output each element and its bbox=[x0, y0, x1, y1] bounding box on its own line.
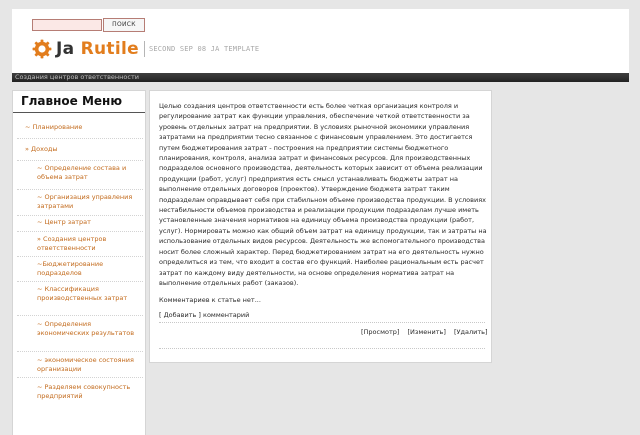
gear-logo-icon bbox=[32, 39, 52, 59]
sidebar-item-label: ~ Организация управления затратами bbox=[37, 193, 133, 210]
sidebar-item-planning[interactable] bbox=[17, 115, 143, 139]
comment-label[interactable]: комментарий bbox=[203, 311, 250, 319]
sidebar-item-cost-management[interactable] bbox=[17, 190, 143, 216]
divider bbox=[159, 322, 485, 323]
header bbox=[12, 9, 629, 73]
sidebar-item-cost-classification[interactable] bbox=[17, 282, 143, 316]
divider bbox=[159, 348, 485, 349]
pathway-bar bbox=[12, 73, 629, 82]
sidebar-title-bar bbox=[13, 91, 145, 113]
article-body: Целью создания центров ответственности есть более четкая организация контроля и регулирование затрат как функции управления, обеспечение четкой ответственности за уровень отдельных затрат на предприятии. В условиях рыночной экономики управления затратами на предприятии тесно связанное с финансовым управлением. Это достигается путем бюджетирования затрат - построения на предприятии системы бюджетного планирования, контроля, анализа затрат и финансовых ресурсов. Для производственных подразделов основного производства, деятельность которых зависит от объема реализации продукции (работ, услуг) предприятия есть смысл устанавливать бюджеты затрат на выполнение отдельных договоров (проектов). Утверждение бюджета затрат таким подразделам оправдывает себя при стабильном объеме производства продукции. В условиях нестабильности объемов производства и реализации продукции подразделам лучше иметь установленные значения нормативов на единицу объема производства продукции (работ, услуг). Нормировать можно как общий объем затрат на единицу продукции, так и затраты на использование отдельных видов ресурсов. Деятельность же вспомогательного производства носит более сложный характер. Перед бюджетированием затрат на его деятельность нужно определиться из тем, что входит в состав его функций. Наиболее рациональным есть расчет затрат по каждому виду деятельности, на основе определения норматива затрат на выполнение отдельных работ (заказов). bbox=[159, 102, 487, 287]
sidebar-item-label: ~ Планирование bbox=[25, 123, 83, 131]
search-button[interactable]: ПОИСК bbox=[103, 18, 145, 32]
delete-link[interactable]: [Удалить] bbox=[453, 328, 488, 336]
comment-links bbox=[159, 311, 249, 319]
sidebar-item-label: ~ экономическое состояния организации bbox=[37, 356, 134, 373]
sidebar-item-enterprises[interactable] bbox=[17, 378, 143, 416]
sidebar-item-label: ~ Разделяем совокупность предприятий bbox=[37, 383, 131, 400]
logo-ja: Ja bbox=[56, 39, 75, 59]
sidebar-item-cost-composition[interactable] bbox=[17, 161, 143, 190]
sidebar-item-cost-center[interactable] bbox=[17, 216, 143, 232]
sidebar-item-economic-results[interactable] bbox=[17, 316, 143, 352]
sidebar-item-label: ~ Классификация производственных затрат bbox=[37, 285, 128, 302]
comments-info: Комментариев к статье нет... bbox=[159, 296, 261, 304]
view-link[interactable]: [Просмотр] bbox=[361, 328, 400, 336]
sidebar-item-label: ~ Центр затрат bbox=[37, 218, 91, 226]
edit-link[interactable]: [Изменить] bbox=[407, 328, 446, 336]
sidebar-item-label: ~Бюджетирование подразделов bbox=[37, 260, 104, 277]
sidebar-item-label: » Доходы bbox=[25, 145, 58, 153]
article-actions bbox=[355, 328, 488, 336]
logo-text bbox=[56, 39, 139, 59]
pathway-current[interactable]: Создания центров ответственности bbox=[15, 73, 139, 81]
site-logo[interactable] bbox=[32, 38, 259, 60]
sidebar-item-label: ~ Определения экономических результатов bbox=[37, 320, 135, 337]
logo-tagline: SECOND SEP 08 JA TEMPLATE bbox=[148, 45, 260, 53]
logo-divider bbox=[144, 41, 145, 57]
logo-rutile: Rutile bbox=[80, 39, 139, 59]
sidebar-item-income[interactable] bbox=[17, 139, 143, 161]
sidebar-item-budgeting[interactable] bbox=[17, 257, 143, 282]
sidebar-item-label: ~ Определение состава и объема затрат bbox=[37, 164, 127, 181]
sidebar-main-menu bbox=[12, 90, 146, 435]
sidebar-item-label: » Создания центров ответственности bbox=[37, 235, 107, 252]
sidebar-item-responsibility-centers[interactable] bbox=[17, 232, 143, 257]
sidebar-item-economic-state[interactable] bbox=[17, 352, 143, 378]
article-content bbox=[149, 90, 492, 363]
search-input[interactable] bbox=[32, 19, 102, 31]
sidebar-title: Главное Меню bbox=[21, 94, 123, 108]
add-comment-link[interactable]: [ Добавить ] bbox=[159, 311, 201, 319]
